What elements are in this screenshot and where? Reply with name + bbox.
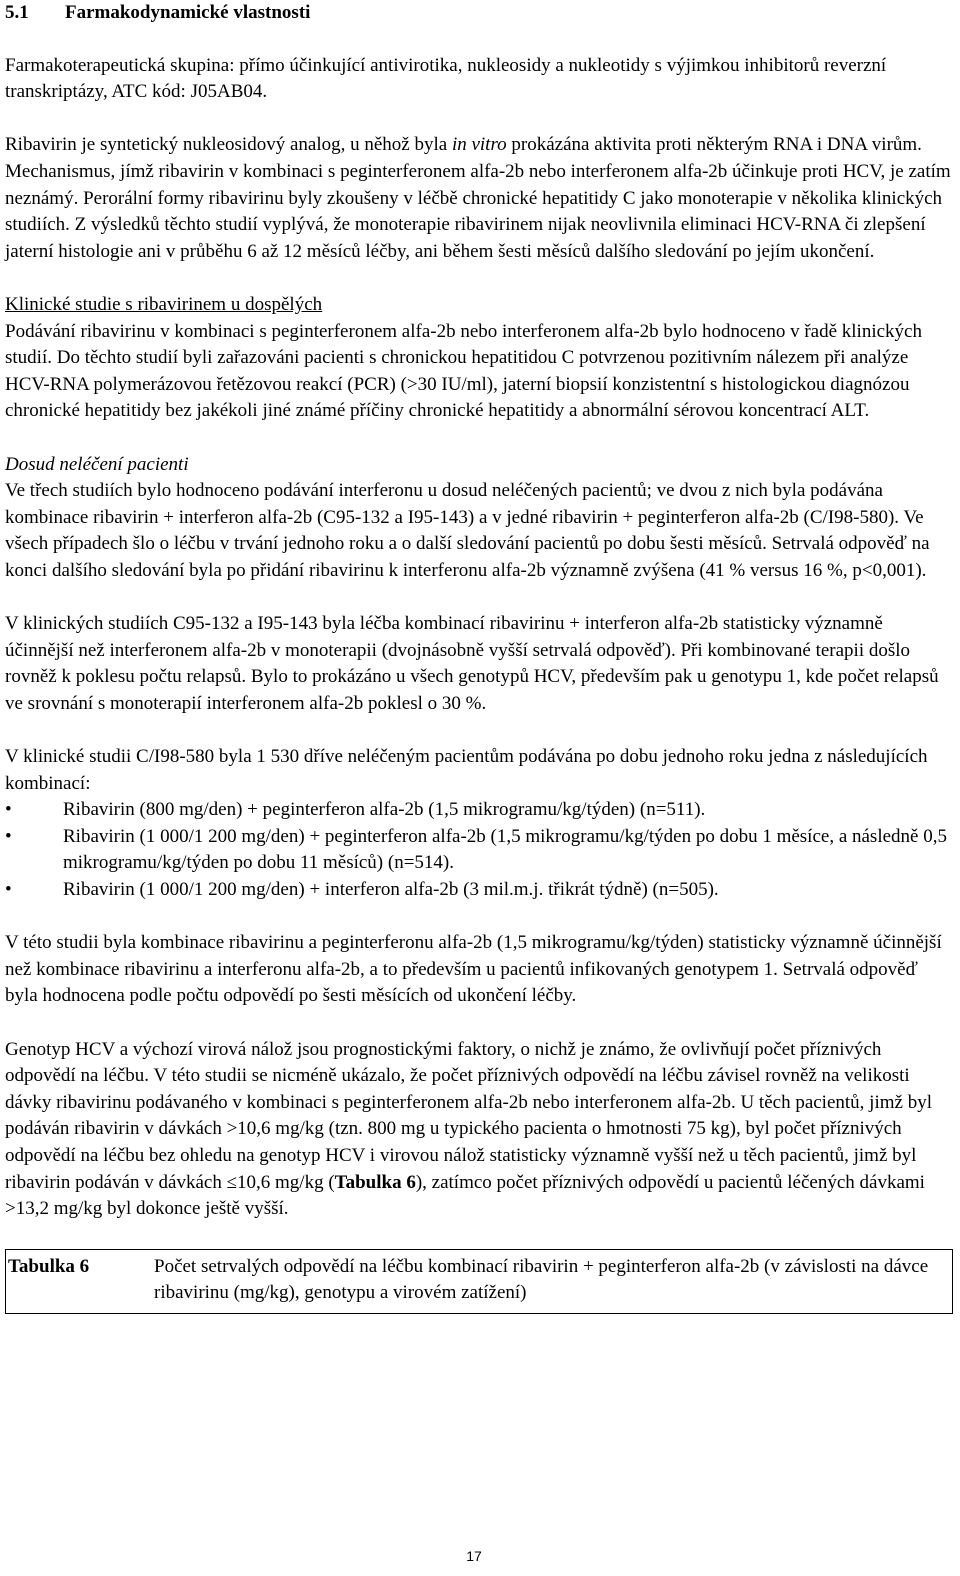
dose-text-part1: Genotyp HCV a výchozí virová nálož jsou prognostickými faktory, o nichž je známo, že ovlivňují počet příznivých odpovědí na léčbu. V této studii se nicméně ukázalo, že počet příznivých odpovědí na léčbu závisel rovněž na velikosti dávky ribavirinu podávaného v kombinaci s peginterferonem alfa-2b nebo interferonem alfa-2b. U těch pacientů, jimž byl podáván ribavirin v dávkách >10,6 mg/kg (tzn. 800 mg u typického pacienta o hmotnosti 75 kg), byl počet příznivých odpovědí na léčbu bez ohledu na genotyp HCV i virovou nálož statisticky významně vyšší než u těch pacientů, jimž byl ribavirin podáván v dávkách ≤10,6 mg/kg ( [5, 1038, 932, 1193]
list-item-text: Ribavirin (1 000/1 200 mg/den) + peginterferon alfa-2b (1,5 mikrogramu/kg/týden po dobu 1 měsíce, a následně 0,5 mikrogramu/kg/týden po dobu 11 měsíců) (n=514). [63, 825, 947, 874]
naive-patients-heading: Dosud neléčení pacienti [5, 453, 189, 475]
section-number: 5.1 [5, 2, 29, 23]
section-title: Farmakodynamické vlastnosti [65, 2, 311, 23]
table-caption-box [5, 1249, 953, 1314]
list-item-text: Ribavirin (800 mg/den) + peginterferon alfa-2b (1,5 mikrogramu/kg/týden) (n=511). [63, 799, 706, 821]
adult-studies-heading: Klinické studie s ribavirinem u dospělých [5, 293, 323, 315]
mechanism-text-part1: Ribavirin je syntetický nukleosidový analog, u něhož byla [5, 134, 452, 156]
dose-text-part2: ), zatímco počet příznivých odpovědí u pacientů léčených dávkami >13,2 mg/kg byl dokonce ještě vyšší. [5, 1171, 925, 1220]
naive-paragraph-1: Ve třech studiích bylo hodnoceno podávání interferonu u dosud neléčených pacientů; ve dvou z nich byla podávána kombinace ribavirin + interferon alfa-2b (C95-132 a I95-143) a v jedné ribavirin + peginterferon alfa-2b (C/I98-580). Ve všech případech šlo o léčbu v trvání jednoho roku a o další sledování pacientů po dobu šesti měsíců. Setrvalá odpověď na konci dalšího sledování byla po přidání ribavirinu k interferonu alfa-2b významně zvýšena (41 % versus 16 %, p<0,001). [5, 480, 930, 581]
mechanism-text-part2: prokázána aktivita proti některým RNA i DNA virům. Mechanismus, jímž ribavirin v kombinaci s peginterferonem alfa-2b nebo interferonem alfa-2b účinkuje proti HCV, je zatím neznámý. Perorální formy ribavirinu byly zkoušeny v léčbě chronické hepatitidy C jako monoterapie v několika klinických studiích. Z výsledků těchto studií vyplývá, že monoterapie ribavirinem nijak neovlivnila eliminaci HCV-RNA či zlepšení jaterní histologie ani v průběhu 6 až 12 měsíců léčby, ani během šesti měsíců dalšího sledování po jejím ukončení. [5, 134, 951, 262]
bullet-icon: • [5, 825, 12, 847]
naive-paragraph-3: V klinické studii C/I98-580 byla 1 530 dříve neléčeným pacientům podávána po dobu jednoho roku jedna z následujících kombinací: [5, 746, 928, 794]
naive-paragraph-4: V této studii byla kombinace ribavirinu a peginterferonu alfa-2b (1,5 mikrogramu/kg/týden) statisticky významně účinnější než kombinace ribavirinu a interferonu alfa-2b, a to především u pacientů infikovaných genotypem 1. Setrvalá odpověď byla hodnocena podle počtu odpovědí po šesti měsících od ukončení léčby. [5, 932, 942, 1007]
list-item [5, 877, 953, 904]
naive-paragraph-2: V klinických studiích C95-132 a I95-143 byla léčba kombinací ribavirinu + interferon alfa-2b statisticky významně účinnější než interferonem alfa-2b v monoterapii (dvojnásobně vyšší setrvalá odpověď). Při kombinované terapii došlo rovněž k poklesu počtu relapsů. Bylo to prokázáno u všech genotypů HCV, především pak u genotypu 1, kde počet relapsů ve srovnání s monoterapií interferonem alfa-2b poklesl o 30 %. [5, 613, 939, 714]
in-vitro-italic: in vitro [451, 134, 507, 156]
table-reference: Tabulka 6 [334, 1171, 416, 1193]
section-heading [5, 0, 953, 26]
naive-paragraph-5 [5, 1037, 953, 1223]
list-item [5, 797, 953, 824]
pharmacotherapeutic-group-paragraph: Farmakoterapeutická skupina: přímo účinkující antivirotika, nukleosidy a nukleotidy s výjimkou inhibitorů reverzní transkriptázy, ATC kód: J05AB04. [5, 54, 887, 103]
adult-studies-paragraph: Podávání ribavirinu v kombinaci s peginterferonem alfa-2b nebo interferonem alfa-2b bylo hodnoceno v řadě klinických studií. Do těchto studií byli zařazováni pacienti s chronickou hepatitidou C potvrzenou pozitivním nálezem při analýze HCV-RNA polymerázovou řetězovou reakcí (PCR) (>30 IU/ml), jaterní biopsií konzistentní s histologickou diagnózou chronické hepatitidy bez jakékoli jiné známé příčiny chronické hepatitidy a abnormální sérovou koncentrací ALT. [5, 320, 922, 422]
bullet-icon: • [5, 879, 12, 900]
mechanism-paragraph [5, 132, 953, 265]
bullet-icon: • [5, 799, 12, 821]
list-item-text: Ribavirin (1 000/1 200 mg/den) + interferon alfa-2b (3 mil.m.j. třikrát týdně) (n=505). [63, 879, 719, 900]
list-item [5, 824, 953, 877]
page-number: 17 [466, 1548, 482, 1564]
document-page [5, 0, 953, 1314]
table-caption-text: Počet setrvalých odpovědí na léčbu kombinací ribavirin + peginterferon alfa-2b (v závislosti na dávce ribavirinu (mg/kg), genotypu a virovém zatížení) [154, 1255, 929, 1304]
combination-list [5, 797, 953, 903]
table-label: Tabulka 6 [8, 1255, 90, 1277]
